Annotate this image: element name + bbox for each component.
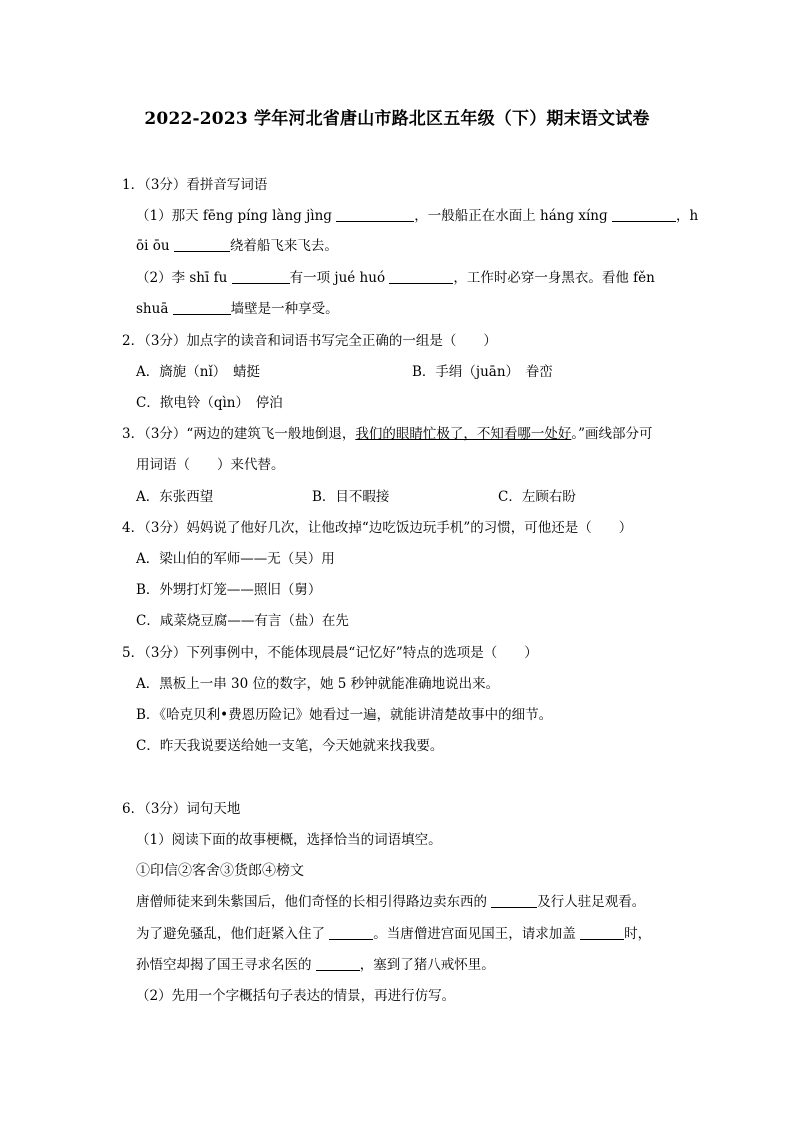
- q1-line3: [136, 268, 655, 288]
- q4-heading: 4．（3分）妈妈说了他好几次，让他改掉“边吃饭边玩手机”的习惯，可他还是（ ）: [122, 520, 633, 536]
- q1-text: 墙壁是一种享受。: [230, 301, 339, 317]
- answer-blank[interactable]: [612, 207, 676, 222]
- q4-option-c[interactable]: C．咸菜烧豆腐——有言（盐）在先: [136, 613, 349, 629]
- q5-heading: 5．（3分）下列事例中，不能体现晨晨“记忆好”特点的选项是（ ）: [122, 645, 538, 661]
- q1-heading: 1．（3分）看拼音写词语: [122, 177, 268, 193]
- answer-blank[interactable]: [580, 925, 624, 940]
- q1-line1: [136, 206, 698, 226]
- q2-option-a[interactable]: A．旖旎（nǐ） 蜻挺: [136, 364, 261, 380]
- q3-heading: [122, 424, 653, 444]
- q6-text: ，塞到了猪八戒怀里。: [359, 957, 495, 973]
- q3-line2: 用词语（ ）来代替。: [136, 457, 285, 473]
- q1-line4: [136, 299, 339, 319]
- q1-text: 有一项 jué huó: [289, 270, 386, 286]
- q1-text: shuā: [136, 301, 169, 317]
- q6-sub1: （1）阅读下面的故事梗概，选择恰当的词语填空。: [136, 832, 442, 848]
- answer-blank[interactable]: [336, 207, 414, 222]
- q2-option-c[interactable]: C．揿电铃（qìn） 停泊: [136, 395, 283, 411]
- q6-sub2: （2）先用一个字概括句子表达的情景，再进行仿写。: [136, 988, 456, 1004]
- q1-text: ，一般船正在水面上 hánɡ xínɡ: [414, 208, 608, 224]
- q6-text: 唐僧师徒来到朱紫国后，他们奇怪的长相引得路边卖东西的: [136, 894, 487, 910]
- page-title: 2022-2023 学年河北省唐山市路北区五年级（下）期末语文试卷: [144, 109, 650, 129]
- q5-option-b[interactable]: B．《哈克贝利•费恩历险记》她看过一遍，就能讲清楚故事中的细节。: [136, 707, 553, 723]
- answer-blank[interactable]: [232, 269, 290, 284]
- q2-heading: 2．（3分）加点字的读音和词语书写完全正确的一组是（ ）: [122, 333, 497, 349]
- q6-heading: 6．（3分）词句天地: [122, 801, 241, 817]
- q6-para-line3: [136, 955, 495, 975]
- q6-para-line2: [136, 924, 651, 944]
- q3-option-c[interactable]: C．左顾右盼: [498, 489, 576, 505]
- q6-para-line1: [136, 892, 645, 912]
- q6-options: ①印信②客舍③货郎④榜文: [136, 863, 304, 879]
- q5-option-c[interactable]: C．昨天我说要送给她一支笔，今天她就来找我要。: [136, 738, 444, 754]
- q1-text: （2）李 shī fu: [136, 270, 228, 286]
- q6-text: 。当唐僧进宫面见国王，请求加盖: [373, 926, 576, 942]
- q4-option-b[interactable]: B．外甥打灯笼——照旧（舅）: [136, 582, 322, 598]
- q1-text: ōi ōu: [136, 238, 170, 254]
- q1-text: ，工作时必穿一身黑衣。看他 fěn: [453, 270, 655, 286]
- q3-text: 。”画线部分可: [571, 426, 653, 442]
- q1-text: 绕着船飞来飞去。: [229, 238, 338, 254]
- answer-blank[interactable]: [174, 237, 230, 252]
- q3-text: 3．（3分）“两边的建筑飞一般地倒退，: [122, 426, 356, 442]
- q6-text: 及行人驻足观看。: [537, 894, 646, 910]
- q3-option-b[interactable]: B．目不暇接: [312, 489, 390, 505]
- q1-text: （1）那天 fēnɡ pínɡ lànɡ jìnɡ: [136, 208, 332, 224]
- q5-option-a[interactable]: A．黑板上一串 30 位的数字，她 5 秒钟就能准确地说出来。: [136, 676, 500, 692]
- q1-line2: [136, 236, 338, 256]
- q1-text: ，h: [675, 208, 699, 224]
- answer-blank[interactable]: [329, 925, 373, 940]
- q6-text: 孙悟空却揭了国王寻求名医的: [136, 957, 312, 973]
- q6-text: 时，: [624, 926, 652, 942]
- q4-option-a[interactable]: A．梁山伯的军师——无（吴）用: [136, 551, 335, 567]
- answer-blank[interactable]: [491, 893, 537, 908]
- q6-text: 为了避免骚乱，他们赶紧入住了: [136, 926, 325, 942]
- q3-underlined-text: 我们的眼睛忙极了，不知看哪一处好: [355, 426, 572, 442]
- answer-blank[interactable]: [389, 269, 453, 284]
- answer-blank[interactable]: [173, 300, 231, 315]
- answer-blank[interactable]: [316, 956, 360, 971]
- q3-option-a[interactable]: A．东张西望: [136, 489, 214, 505]
- q2-option-b[interactable]: B．手绢（juān） 眷峦: [412, 364, 553, 380]
